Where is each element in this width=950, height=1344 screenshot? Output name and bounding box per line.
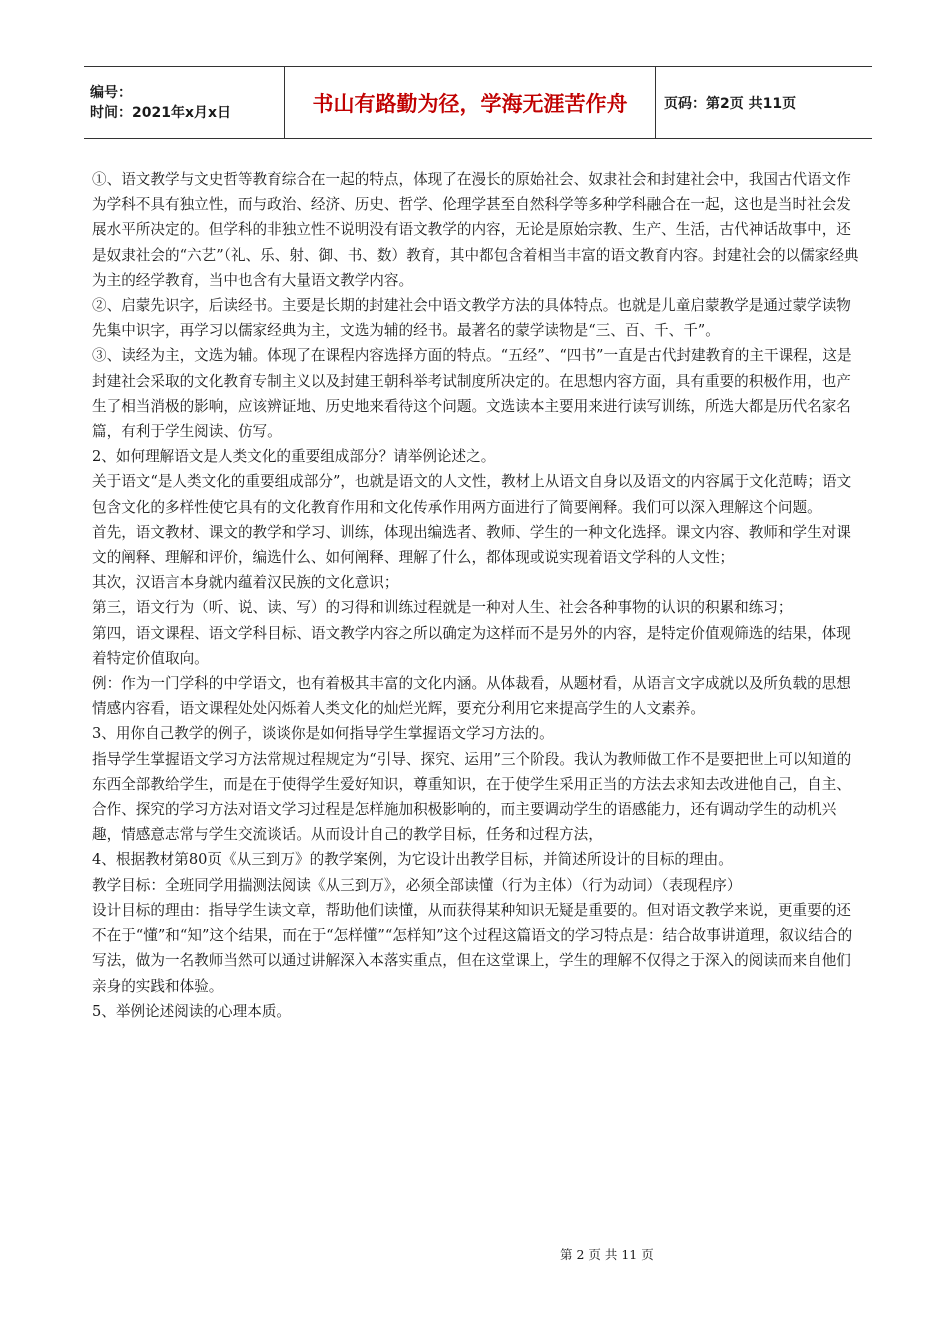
paragraph: 第四，语文课程、语文学科目标、语文教学内容之所以确定为这样而不是另外的内容，是特定价值观筛选的结果，体现着特定价值取向。 bbox=[92, 624, 851, 667]
paragraph: 设计目标的理由：指导学生读文章，帮助他们读懂，从而获得某种知识无疑是重要的。但对语文教学来说，更重要的还不在于“懂”和“知”这个结果，而在于“怎样懂”“怎样知”这个过程这篇语文的学习特点是：结合故事讲道理，叙议结合的写法，做为一名教师当然可以通过讲解深入本落实重点，但在这堂课上，学生的理解不仅得之于深入的阅读而来自他们亲身的实践和体验。 bbox=[92, 901, 853, 995]
page-footer: 第 2 页 共 11 页 bbox=[560, 1247, 654, 1262]
paragraph: ①、语文教学与文史哲等教育综合在一起的特点，体现了在漫长的原始社会、奴隶社会和封建社会中，我国古代语文作为学科不具有独立性，而与政治、经济、历史、哲学、伦理学甚至自然科学等多种学科融合在一起，这也是当时社会发展水平所决定的。但学科的非独立性不说明没有语文教学的内容，无论是原始宗教、生产、生活，古代神话故事中，还是奴隶社会的“六艺”（礼、乐、射、御、书、数）教育，其中都包含着相当丰富的语文教育内容。封建社会的以儒家经典为主的经学教育，当中也含有大量语文教学内容。 bbox=[92, 171, 859, 289]
paragraph: 指导学生掌握语文学习方法常规过程规定为“引导、探究、运用”三个阶段。我认为教师做工作不是要把世上可以知道的东西全部教给学生，而是在于使得学生爱好知识，尊重知识，在于使学生采用正当的方法去求知去改进他自己，自主、合作、探究的学习方法对语文学习过程是怎样施加积极影响的，而主要调动学生的语感能力，还有调动学生的动机兴趣，情感意志常与学生交流谈话。从而设计自己的教学目标，任务和过程方法， bbox=[92, 750, 852, 844]
paragraph: 教学目标：全班同学用揣测法阅读《从三到万》，必须全部读懂（行为主体）（行为动词）（表现程序） bbox=[92, 876, 742, 894]
paragraph: 关于语文“是人类文化的重要组成部分”，也就是语文的人文性，教材上从语文自身以及语文的内容属于文化范畴；语文包含文化的多样性使它具有的文化教育作用和文化传承作用两方面进行了简要阐释。我们可以深入理解这个问题。 bbox=[92, 473, 852, 516]
document-number: 编号： bbox=[90, 84, 132, 101]
paragraph: 首先，语文教材、课文的教学和学习、训练，体现出编选者、教师、学生的一种文化选择。课文内容、教师和学生对课文的阐释、理解和评价，编选什么、如何阐释、理解了什么，都体现或说实现着语文学科的人文性； bbox=[92, 523, 851, 567]
paragraph: ②、启蒙先识字，后读经书。主要是长期的封建社会中语文教学方法的具体特点。也就是儿童启蒙教学是通过蒙学读物先集中识字，再学习以儒家经典为主，文选为辅的经书。最著名的蒙学读物是“三、百、千、千”。 bbox=[92, 297, 851, 340]
header-page-number: 页码：第2页 共11页 bbox=[664, 95, 797, 112]
question-heading: 3、用你自己教学的例子，谈谈你是如何指导学生掌握语文学习方法的。 bbox=[92, 725, 554, 743]
question-heading: 2、如何理解语文是人类文化的重要组成部分？请举例论述之。 bbox=[92, 448, 496, 466]
paragraph: 第三，语文行为（听、说、读、写）的习得和训练过程就是一种对人生、社会各种事物的认识的积累和练习； bbox=[92, 599, 793, 617]
paragraph: 例：作为一门学科的中学语文，也有着极其丰富的文化内涵。从体裁看，从题材看，从语言文字成就以及所负载的思想情感内容看，语文课程处处闪烁着人类文化的灿烂光辉，要充分利用它来提高学生的人文素养。 bbox=[92, 675, 851, 718]
document-time: 时间：2021年x月x日 bbox=[90, 104, 232, 121]
page-header bbox=[84, 66, 872, 139]
question-heading: 4、根据教材第80页《从三到万》的教学案例，为它设计出教学目标，并简述所设计的目标的理由。 bbox=[92, 851, 733, 869]
paragraph: ③、读经为主，文选为辅。体现了在课程内容选择方面的特点。“五经”、“四书”一直是古代封建教育的主干课程，这是封建社会采取的文化教育专制主义以及封建王朝科举考试制度所决定的。在思想内容方面，具有重要的积极作用，也产生了相当消极的影响，应该辨证地、历史地来看待这个问题。文选读本主要用来进行读写训练，所选大都是历代名家名篇，有利于学生阅读、仿写。 bbox=[92, 347, 852, 441]
paragraph: 其次，汉语言本身就内蕴着汉民族的文化意识； bbox=[92, 574, 399, 592]
question-heading: 5、举例论述阅读的心理本质。 bbox=[92, 1002, 292, 1020]
header-meta bbox=[84, 67, 284, 138]
document-body bbox=[92, 167, 860, 1024]
header-motto: 书山有路勤为径，学海无涯苦作舟 bbox=[284, 67, 656, 138]
